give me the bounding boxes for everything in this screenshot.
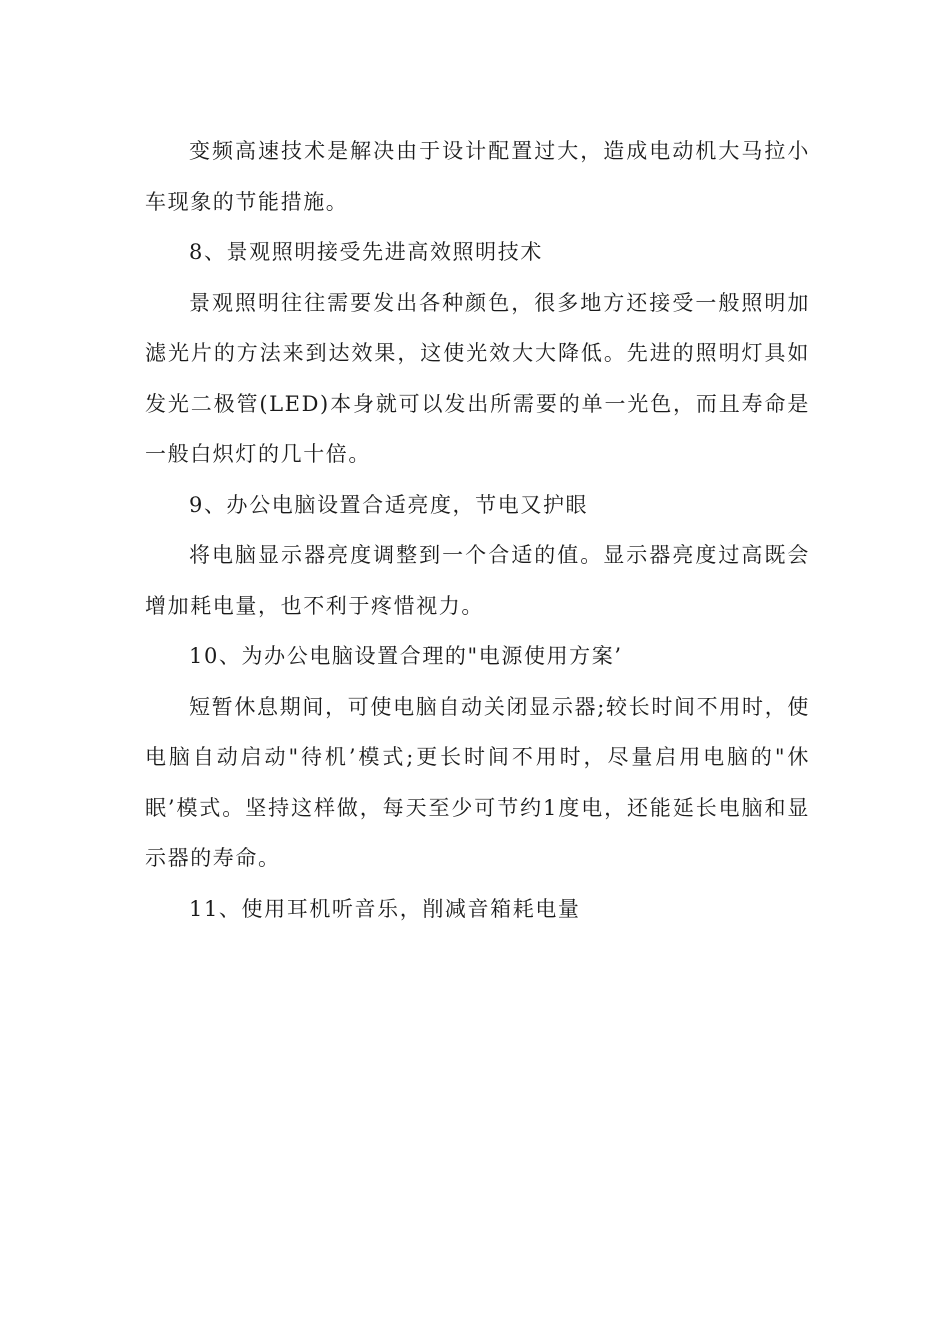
heading-headphones: 11、使用耳机听音乐，削减音箱耗电量 [189,896,581,921]
heading-landscape-lighting: 8、景观照明接受先进高效照明技术 [189,240,543,264]
paragraph-landscape-lighting: 景观照明往往需要发出各种颜色，很多地方还接受一般照明加滤光片的方法来到达效果，这使光效大大降低。先进的照明灯具如发光二极管(LED)本身就可以发出所需要的单一光色，而且寿命是一般白炽灯的几十倍。 [145,290,810,466]
paragraph-office-brightness: 将电脑显示器亮度调整到一个合适的值。显示器亮度过高既会增加耗电量，也不利于疼惜视力。 [145,543,810,618]
heading-power-plan: 10、为办公电脑设置合理的"电源使用方案’ [189,644,623,668]
heading-office-brightness: 9、办公电脑设置合适亮度，节电又护眼 [189,492,589,517]
document-body [145,126,810,934]
paragraph-power-plan: 短暂休息期间，可使电脑自动关闭显示器;较长时间不用时，使电脑自动启动"待机’模式;更长时间不用时，尽量启用电脑的"休眠’模式。坚持这样做，每天至少可节约1度电，还能延长电脑和显示器的寿命。 [145,694,810,870]
paragraph-variable-frequency: 变频高速技术是解决由于设计配置过大，造成电动机大马拉小车现象的节能措施。 [145,139,810,214]
